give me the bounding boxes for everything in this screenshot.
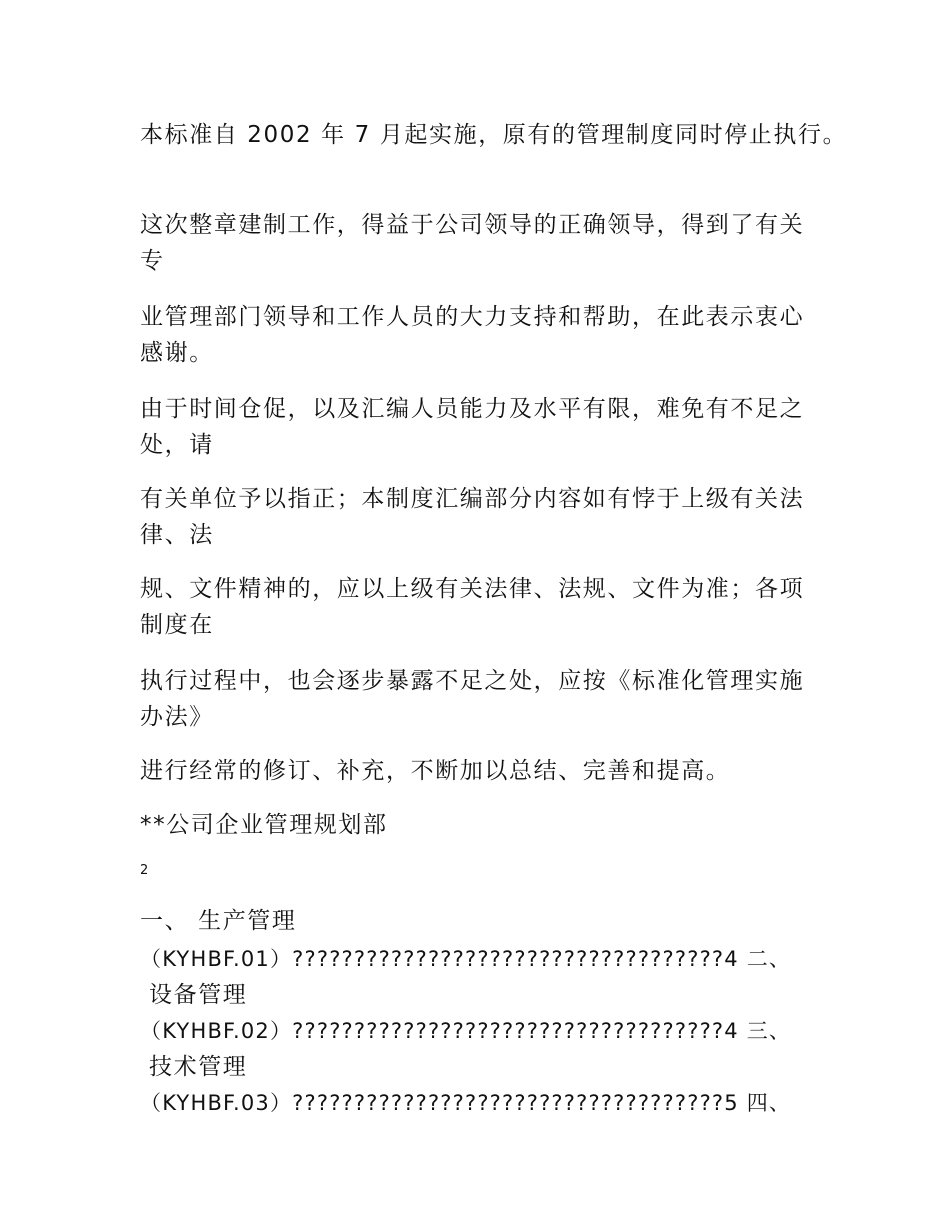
- paragraph-line: 制度在: [140, 612, 214, 638]
- paragraph-line: 有关单位予以指正；本制度汇编部分内容如有悖于上级有关法: [140, 486, 805, 512]
- paragraph-line: 这次整章建制工作，得益于公司领导的正确领导，得到了有关: [140, 212, 805, 238]
- page-number: 2: [140, 863, 149, 878]
- paragraph-line: 本标准自 2002 年 7 月起实施，原有的管理制度同时停止执行。: [140, 122, 848, 148]
- toc-item-label: 技术管理: [149, 1054, 248, 1080]
- signature-line: **公司企业管理规划部: [140, 812, 388, 838]
- paragraph-line: 规、文件精神的，应以上级有关法律、法规、文件为准；各项: [140, 576, 805, 602]
- paragraph-line: 处，请: [140, 432, 214, 458]
- toc-entry: （KYHBF.03）???????????????????????????????????5 四、: [140, 1091, 792, 1115]
- paragraph-line: 业管理部门领导和工作人员的大力支持和帮助，在此表示衷心: [140, 304, 805, 330]
- toc-entry: （KYHBF.02）???????????????????????????????????4 三、: [140, 1019, 792, 1043]
- paragraph-line: 执行过程中，也会逐步暴露不足之处，应按《标准化管理实施: [140, 668, 805, 694]
- toc-heading: 一、 生产管理: [140, 908, 297, 934]
- paragraph-line: 办法》: [140, 704, 214, 730]
- paragraph-line: 感谢。: [140, 340, 214, 366]
- toc-entry: （KYHBF.01）???????????????????????????????????4 二、: [140, 947, 792, 971]
- paragraph-line: 进行经常的修订、补充，不断加以总结、完善和提高。: [140, 758, 731, 784]
- paragraph-line: 专: [140, 248, 165, 274]
- paragraph-line: 律、法: [140, 522, 214, 548]
- toc-item-label: 设备管理: [149, 982, 248, 1008]
- paragraph-line: 由于时间仓促，以及汇编人员能力及水平有限，难免有不足之: [140, 396, 805, 422]
